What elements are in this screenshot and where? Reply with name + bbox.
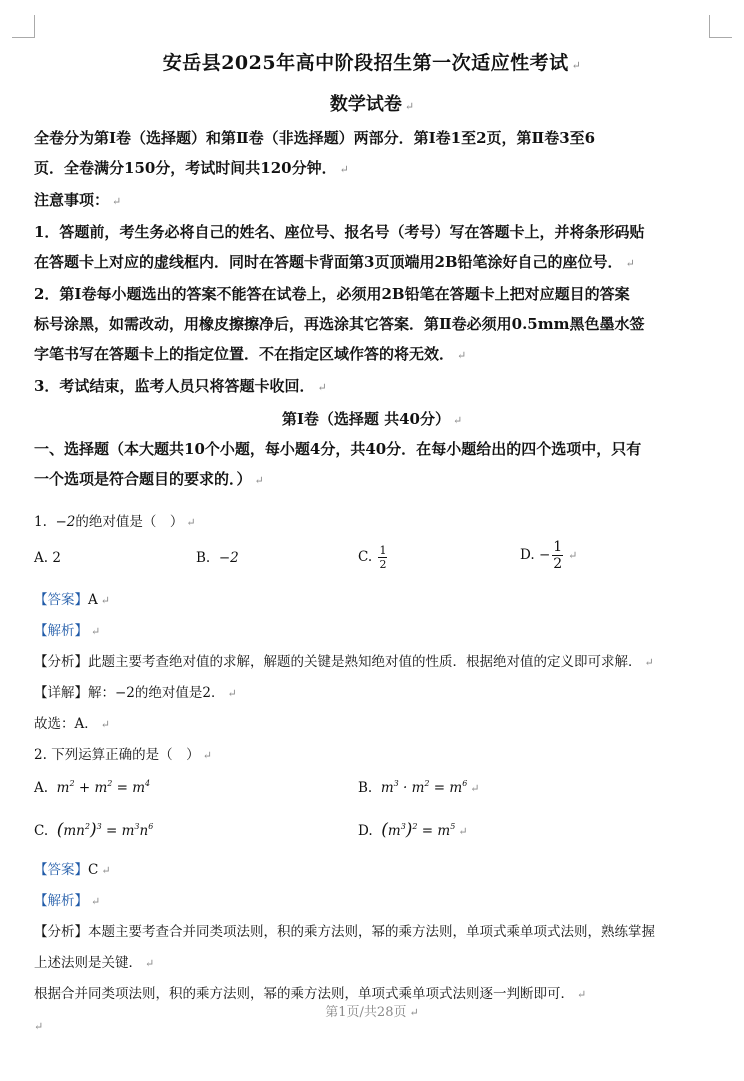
q1-option-d: D. − $\frac{1}{2}$ ↵ <box>520 539 578 572</box>
q1-option-c: C. $\frac{1}{2}$ <box>358 544 387 571</box>
q2-fenxi: 【分析】本题主要考查合并同类项法则，积的乘方法则，幂的乘方法则，单项式乘单项式法则，熟练掌握 <box>34 924 655 940</box>
corner-mark-top-right <box>709 15 732 38</box>
q1-fenxi: 【分析】此题主要考查绝对值的求解，解题的关键是熟知绝对值的性质．根据绝对值的定义即可求解． ↵ <box>34 654 654 670</box>
q2-option-a: A. $m^2 + m^2 = m^4$ <box>34 779 151 796</box>
page-footer: 第1页/共28页 ↵ <box>325 1005 419 1020</box>
question-1-stem: 1. −2的绝对值是（ ） ↵ <box>34 514 196 530</box>
notice-3: 3．考试结束，监考人员只将答题卡收回． ↵ <box>34 377 327 395</box>
exam-subtitle: 数学试卷 ↵ <box>329 94 415 115</box>
notice-title: 注意事项： <box>34 191 110 209</box>
q1-option-b: B. −2 <box>196 550 239 566</box>
section-title: 第Ⅰ卷（选择题 共40分） ↵ <box>281 410 463 428</box>
intro-paragraph: 全卷分为第Ⅰ卷（选择题）和第Ⅱ卷（非选择题）两部分．第Ⅰ卷1至2页，第Ⅱ卷3至6 页．全卷满分150分，考试时间共120分钟． ↵ 注意事项： ↵ 1．答题前，考生务必将自己的姓名、座位号、报名号（考号）写在答题卡上，并将条形码贴 在答题卡上对应的虚线框内．同时在答题卡背面第3页顶端用2B铅笔涂好自己的座位号． ↵ 2．第Ⅰ卷每小题选出的答案不能答在试卷上，必须用2B铅笔在答题卡上把对应题目的答案 标号涂黑，如需改动，用橡皮擦擦净后，再选涂其它答案．第Ⅱ卷必须用0.5mm黑色墨水签 字笔书写在答题卡上的指定位置．不在指定区域作答的将无效． ↵ 3．考试结束，监考人员只将答题卡收回． ↵ <box>34 123 710 403</box>
exam-title: 安岳县2025年高中阶段招生第一次适应性考试 ↵ <box>162 52 582 74</box>
notice-2: 2．第Ⅰ卷每小题选出的答案不能答在试卷上，必须用2B铅笔在答题卡上把对应题目的答案 <box>34 285 630 303</box>
question-2-stem: 2. 下列运算正确的是（ ） ↵ <box>34 747 212 763</box>
q2-method: 根据合并同类项法则，积的乘方法则，幂的乘方法则，单项式乘单项式法则逐一判断即可． ↵ <box>34 986 587 1002</box>
q2-option-c: C. $(mn^2)^3 = m^3n^6$ <box>34 820 154 840</box>
corner-mark-top-left <box>12 15 35 38</box>
q2-answer: 【答案】C ↵ <box>34 862 111 878</box>
section-instructions: 一、选择题（本大题共10个小题，每小题4分，共40分．在每小题给出的四个选项中，只有 一个选项是符合题目的要求的．） ↵ <box>34 440 642 488</box>
q2-fenxi-cont: 上述法则是关键． ↵ <box>34 955 155 971</box>
q1-answer: 【答案】A ↵ <box>34 592 110 608</box>
q1-xiangjie: 【详解】解：−2的绝对值是2． ↵ <box>34 685 237 701</box>
q2-option-d: D. $(m^3)^2 = m^5$ ↵ <box>358 820 468 840</box>
q1-analysis-label: 【解析】 ↵ <box>34 623 101 639</box>
q2-analysis-label: 【解析】 ↵ <box>34 893 101 909</box>
q1-option-a: A. 2 <box>34 550 61 566</box>
trailing-paragraph-mark: ↵ <box>34 1020 44 1033</box>
notice-1: 1．答题前，考生务必将自己的姓名、座位号、报名号（考号）写在答题卡上，并将条形码贴 <box>34 223 645 241</box>
q2-option-b: B. $m^3 \cdot m^2 = m^6$ ↵ <box>358 779 480 796</box>
q1-conclusion: 故选：A． ↵ <box>34 716 110 732</box>
